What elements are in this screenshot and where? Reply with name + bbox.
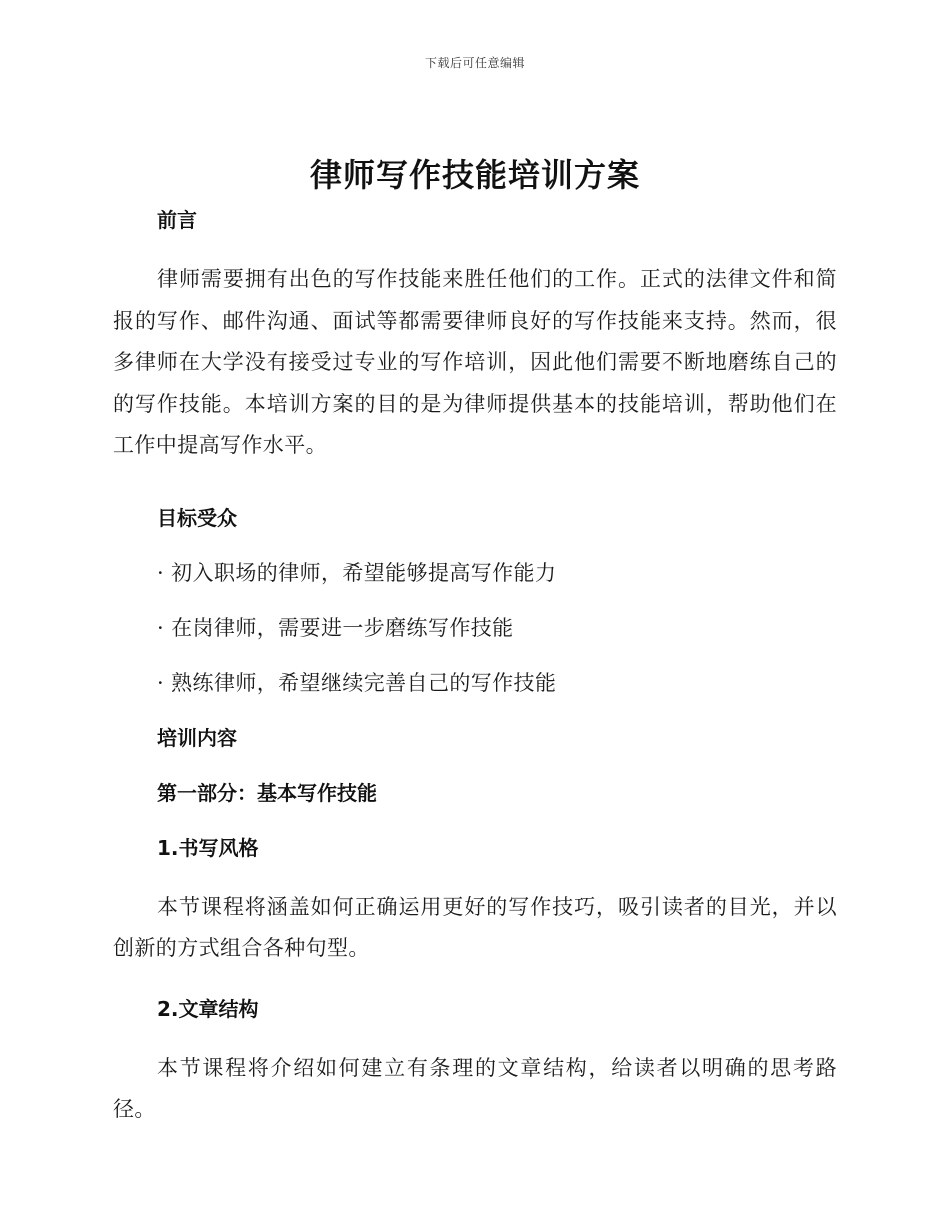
item2-heading: 2.文章结构 (157, 996, 259, 1021)
audience-item: · 熟练律师，希望继续完善自己的写作技能 (157, 670, 557, 695)
document-body (113, 204, 837, 1131)
preface-heading: 前言 (157, 208, 197, 232)
document-title: 律师写作技能培训方案 (309, 156, 640, 194)
header-note: 下载后可任意编辑 (424, 56, 525, 70)
preface-paragraph: 律师需要拥有出色的写作技能来胜任他们的工作。正式的法律文件和简报的写作、邮件沟通、面试等都需要律师良好的写作技能来支持。然而，很多律师在大学没有接受过专业的写作培训，因此他们需要不断地磨练自己的的写作技能。本培训方案的目的是为律师提供基本的技能培训，帮助他们在工作中提高写作水平。 (113, 267, 837, 457)
content-heading: 培训内容 (157, 725, 237, 750)
audience-heading: 目标受众 (157, 505, 237, 530)
audience-item: · 初入职场的律师，希望能够提高写作能力 (157, 560, 557, 585)
item2-paragraph: 本节课程将介绍如何建立有条理的文章结构，给读者以明确的思考路径。 (113, 1055, 837, 1121)
part1-heading: 第一部分：基本写作技能 (157, 780, 377, 805)
item1-heading: 1.书写风格 (157, 835, 259, 860)
audience-item: · 在岗律师，需要进一步磨练写作技能 (157, 615, 514, 640)
item1-paragraph: 本节课程将涵盖如何正确运用更好的写作技巧，吸引读者的目光，并以创新的方式组合各种句型。 (113, 894, 837, 960)
